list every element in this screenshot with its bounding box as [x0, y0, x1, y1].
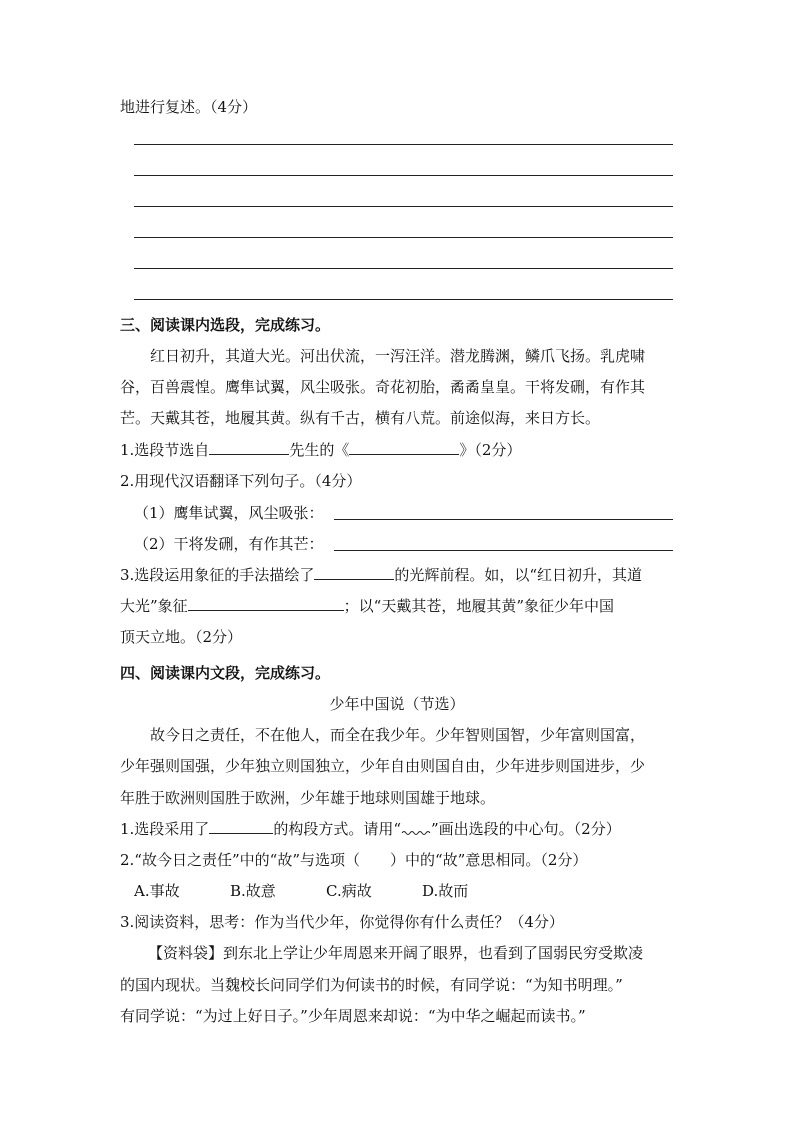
answer-line[interactable] — [134, 144, 673, 145]
q1-text-b: 先生的《 — [289, 441, 350, 459]
section4-q2: 2.“故今日之责任”中的“故”与选项（ ）中的“故”意思相同。（2分） — [120, 851, 588, 869]
section3-q1 — [120, 440, 521, 460]
section3-q2-item — [134, 503, 324, 523]
material-line: 有同学说：“为过上好日子。”少年周恩来却说：“为中华之崛起而读书。” — [120, 1007, 586, 1025]
q2-item-label: （1）鹰隼试翼，风尘吸张： — [134, 504, 324, 522]
section3-passage-line: 谷，百兽震惶。鹰隼试翼，风尘吸张。奇花初胎，矞矞皇皇。干将发硎，有作其 — [120, 378, 646, 396]
s4q1-text-a: 1.选段采用了 — [120, 820, 210, 838]
material-line: 【资料袋】到东北上学让少年周恩来开阔了眼界，也看到了国弱民穷受欺凌 — [148, 944, 644, 962]
section3-q3-line3: 顶天立地。（2分） — [120, 628, 243, 646]
q3-text-a: 3.选段运用象征的手法描绘了 — [120, 566, 315, 584]
q3-blank-1[interactable] — [314, 565, 394, 580]
q1-text-c: 》（2分） — [459, 441, 522, 459]
q1-author-blank[interactable] — [209, 440, 289, 455]
answer-line[interactable] — [134, 237, 673, 238]
section3-q2-item — [134, 534, 324, 554]
section3-heading: 三、阅读课内选段，完成练习。 — [120, 316, 331, 334]
section4-passage-line: 故今日之责任，不在他人，而全在我少年。少年智则国智，少年富则国富， — [150, 726, 646, 744]
option-c[interactable]: C.病故 — [326, 882, 372, 900]
section4-q3: 3.阅读资料，思考：作为当代少年，你觉得你有什么责任？（4分） — [120, 913, 564, 931]
q1-text-a: 1.选段节选自 — [120, 441, 210, 459]
q3-blank-2[interactable] — [188, 596, 344, 611]
s4q1-text-c: ”画出选段的中心句。（2分） — [430, 820, 621, 838]
s4q1-blank[interactable] — [209, 819, 273, 834]
section4-q1 — [120, 819, 621, 839]
answer-line[interactable] — [134, 175, 673, 176]
section4-passage-line: 年胜于欧洲则国胜于欧洲，少年雄于地球则国雄于地球。 — [120, 789, 496, 807]
option-a[interactable]: A.事故 — [134, 882, 180, 900]
section4-heading: 四、阅读课内文段，完成练习。 — [120, 664, 331, 682]
intro-line: 地进行复述。（4分） — [120, 98, 258, 116]
section3-q3-line1 — [120, 565, 642, 585]
q3-text-c: 大光”象征 — [120, 597, 188, 615]
q1-title-blank[interactable] — [349, 440, 459, 455]
section4-passage-line: 少年强则国强，少年独立则国独立，少年自由则国自由，少年进步则国进步，少 — [120, 757, 646, 775]
answer-line[interactable] — [134, 206, 673, 207]
section4-passage-title: 少年中国说（节选） — [329, 695, 465, 713]
option-b[interactable]: B.故意 — [230, 882, 276, 900]
q2-item1-answer-line[interactable] — [334, 519, 673, 520]
wavy-underline-icon — [401, 820, 431, 834]
section3-passage-line: 红日初升，其道大光。河出伏流，一泻汪洋。潜龙腾渊，鳞爪飞扬。乳虎啸 — [150, 347, 646, 365]
q3-text-b: 的光辉前程。如，以“红日初升，其道 — [394, 566, 642, 584]
section3-passage-line: 芒。天戴其苍，地履其黄。纵有千古，横有八荒。前途似海，来日方长。 — [120, 409, 601, 427]
section3-q3-line2 — [120, 596, 614, 616]
q2-item2-answer-line[interactable] — [334, 550, 673, 551]
s4q1-text-b: 的构段方式。请用“ — [273, 820, 401, 838]
section4-q2-options — [134, 881, 518, 901]
section3-q2: 2.用现代汉语翻译下列句子。（4分） — [120, 472, 362, 490]
answer-line[interactable] — [134, 299, 673, 300]
q3-text-d: ；以“天戴其苍，地履其黄”象征少年中国 — [343, 597, 615, 615]
option-d[interactable]: D.故而 — [422, 882, 469, 900]
material-line: 的国内现状。当魏校长问同学们为何读书的时候，有同学说：“为知书明理。” — [120, 976, 623, 994]
answer-line[interactable] — [134, 268, 673, 269]
q2-item-label: （2）干将发硎，有作其芒： — [134, 535, 324, 553]
